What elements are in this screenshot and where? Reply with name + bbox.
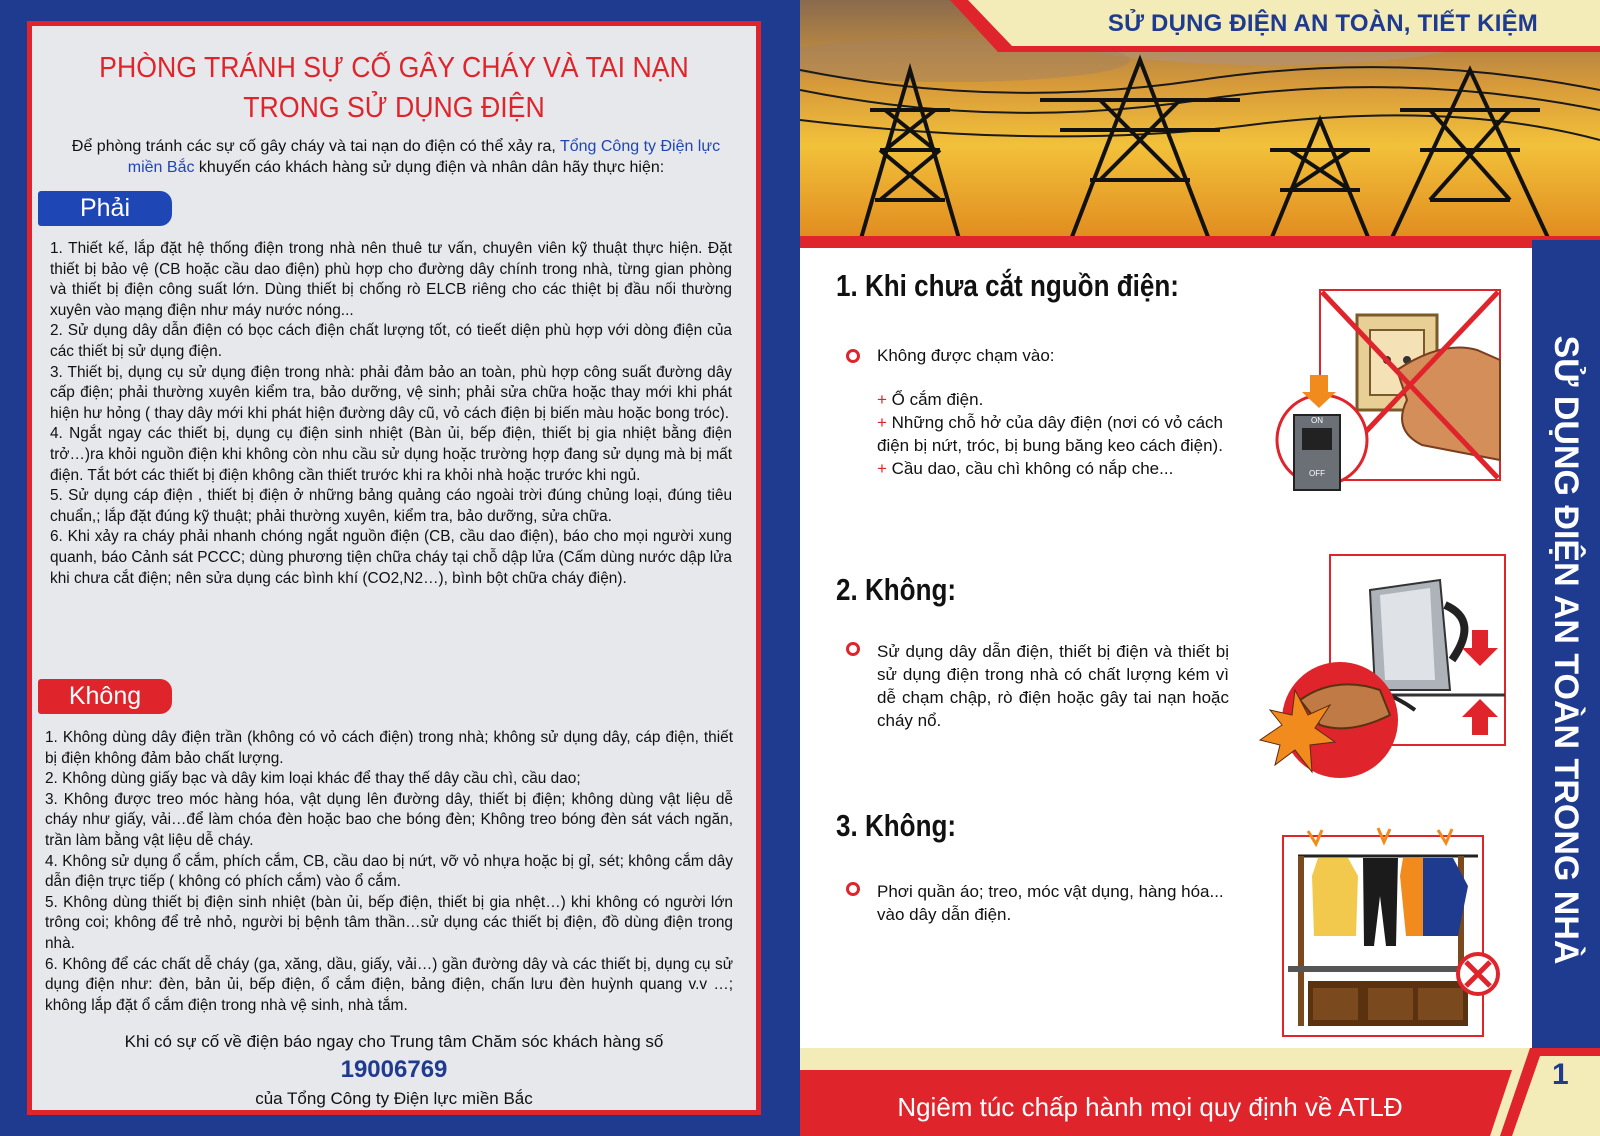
left-content-panel <box>27 21 761 1115</box>
socket-hand-illustration <box>1272 280 1512 520</box>
intro-part2: khuyến cáo khách hàng sử dụng điện và nhân dân hãy thực hiện: <box>194 159 665 176</box>
right-page <box>800 0 1600 1136</box>
phai-item: 5. Sử dụng cáp điện , thiết bị điện ở những bảng quảng cáo ngoài trời đúng chủng loại, đúng tiêu chuẩn,; lắp đặt đúng kỹ thuật; phải thường xuyên, kiểm tra, bảo dưỡng, sửa chữa. <box>50 487 732 525</box>
switch-off-label: OFF <box>1309 469 1325 478</box>
contact-line: Khi có sự cố về điện báo ngay cho Trung tâm Chăm sóc khách hàng số <box>124 1032 664 1051</box>
vertical-title: SỬ DỤNG ĐIỆN AN TOÀN TRONG NHÀ <box>1547 335 1585 965</box>
item1-sub: + Cầu dao, cầu chì không có nắp che... <box>877 459 1174 478</box>
footer-text: Ngiêm túc chấp hành mọi quy định về ATLĐ <box>897 1092 1403 1122</box>
section-label-khong: Không <box>38 679 172 714</box>
item3-heading: 3. Không: <box>836 808 957 843</box>
phai-item: 3. Thiết bị, dụng cụ sử dụng điện trong nhà: phải đảm bảo an toàn, phù hợp công suất đường dây cấp điện; phải thường xuyên kiểm tra, bảo dưỡng, vệ sinh; phải sửa chữa hoặc thay mới khi phát hiện hư hỏng ( thay dây mới khi phát hiện đường dây cũ, vỏ cách điện bị biến màu hoặc bong tróc). <box>50 363 732 422</box>
org-line: của Tổng Công ty Điện lực miền Bắc <box>255 1089 533 1108</box>
khong-item: 2. Không dùng giấy bạc và dây kim loại khác để thay thế dây cầu chì, cầu dao; <box>45 770 581 788</box>
item1-lead: Không được chạm vào: <box>877 346 1055 365</box>
kettle-plug-illustration <box>1240 550 1510 800</box>
bullet-icon <box>846 642 860 656</box>
banner-stripe <box>800 236 1600 248</box>
phai-item: 1. Thiết kế, lắp đặt hệ thống điện trong nhà nên thuê tư vấn, chuyên viên kỹ thuật thực hiện. Đặt thiết bị bảo vệ (CB hoặc cầu dao điện) phù hợp cho đường dây chính trong nhà, từng gian phòng và thiết bị điện công suất lớn. Dùng thiết bị chống rò ELCB riêng cho các thiệt bị đầu nối thường xuyên vào mạng điện như máy nước nóng... <box>50 240 732 319</box>
section-label-phai: Phải <box>38 191 172 226</box>
item1-sub: + Những chỗ hở của dây điện (nơi có vỏ cách điện bị nứt, tróc, bị bung băng keo cách điện). <box>877 413 1224 455</box>
intro-org: Tổng Công ty Điện lực miền Bắc <box>127 138 721 176</box>
khong-item: 1. Không dùng dây điện trần (không có vỏ cách điện) trong nhà; không sử dụng dây, cáp điện, thiết bị điện không đảm bảo chất lượng. <box>45 729 733 767</box>
item3-text: Phơi quần áo; treo, móc vật dụng, hàng hóa... vào dây dẫn điện. <box>877 882 1224 924</box>
item2-heading: 2. Không: <box>836 572 957 607</box>
switch-on-label: ON <box>1311 416 1323 425</box>
left-title <box>61 48 727 128</box>
item1-sub: + Ổ cắm điện. <box>877 390 984 409</box>
clothes-on-wire-illustration <box>1278 816 1508 1042</box>
hotline-number: 19006769 <box>340 1056 448 1083</box>
header-title: SỬ DỤNG ĐIỆN AN TOÀN, TIẾT KIỆM <box>1107 10 1538 37</box>
phai-item: 6. Khi xảy ra cháy phải nhanh chóng ngắt nguồn điện (CB, cầu dao điện), báo cho mọi người xung quanh, báo Cảnh sát PCCC; dùng phương tiện chữa cháy tại chỗ dập lửa (Cấm dùng nước dập lửa khi chưa cắt điện; nên sửa dụng các bình khí (CO2,N2…), bình bột chữa cháy điện). <box>50 528 732 587</box>
khong-item: 4. Không sử dụng ổ cắm, phích cắm, CB, cầu dao bị nứt, vỡ vỏ nhựa hoặc bị gỉ, sét; không cắm dây dẫn điện trực tiếp ( không có phích cắm) vào ổ cắm. <box>45 852 733 891</box>
khong-list <box>45 728 733 1016</box>
khong-item: 6. Không để các chất dễ cháy (ga, xăng, dầu, giấy, vải…) gần đường dây và các thiết bị, dụng cụ sử dụng điện như: đèn, bản ủi, bếp điện, ổ cắm điện, bảng điện, chấn lưu đèn huỳnh quang v.v …; không lắp đặt ổ cắm điện trong nhà vệ sinh, nhà tắm. <box>45 955 733 1014</box>
phai-list <box>50 239 732 589</box>
page-number: 1 <box>1552 1058 1569 1091</box>
left-title-line1: PHÒNG TRÁNH SỰ CỐ GÂY CHÁY VÀ TAI NẠN <box>99 52 689 84</box>
phai-item: 4. Ngắt ngay các thiết bị, dụng cụ điện sinh nhiệt (Bàn ủi, bếp điện, thiết bị gia nhiệt bằng điện trở…)ra khỏi nguồn điện khi không còn nhu cầu sử dụng hoặc trường hợp đang sử dụng mà bị mất điện. Tắt bớt các thiết bị điện không cần thiết trước khi ra khỏi nhà hoặc trước khi ngủ. <box>50 425 732 484</box>
item1-heading: 1. Khi chưa cắt nguồn điện: <box>836 268 1179 303</box>
item2-text: Sử dụng dây dẫn điện, thiết bị điện và thiết bị sử dụng điện trong nhà có chất lượng kém vì dễ chạm chập, rò điện hoặc gây tai nạn hoặc cháy nổ. <box>877 642 1229 730</box>
bullet-icon <box>846 882 860 896</box>
intro-paragraph <box>58 136 734 178</box>
khong-item: 5. Không dùng thiết bị điện sinh nhiệt (bàn ủi, bếp điện, thiết bị gia nhệt…) khi không có người lớn trông coi; không để trẻ nhỏ, người bị bệnh tâm thần…sử dụng các thiết bị điện, đồ dùng điện trong nhà. <box>45 893 733 952</box>
left-title-line2: TRONG SỬ DỤNG ĐIỆN <box>243 92 545 124</box>
phai-item: 2. Sử dụng dây dẫn điện có bọc cách điện chất lượng tốt, có tieết diện phù hợp với dòng điện của các thiết bị sử dụng điện. <box>50 322 732 360</box>
item1-text <box>877 344 1229 480</box>
khong-item: 3. Không được treo móc hàng hóa, vật dụng lên đường dây, thiết bị điện; không dùng vật liệu dễ cháy như giấy, vải…để làm chóa đèn hoặc bao che bóng đèn; Không treo bóng đèn sát vách ngăn, trần làm bằng vật liệu dễ cháy. <box>45 790 733 849</box>
intro-part1: Để phòng tránh các sự cố gây cháy và tai nạn do điện có thể xảy ra, <box>71 138 560 155</box>
bullet-icon <box>846 349 860 363</box>
